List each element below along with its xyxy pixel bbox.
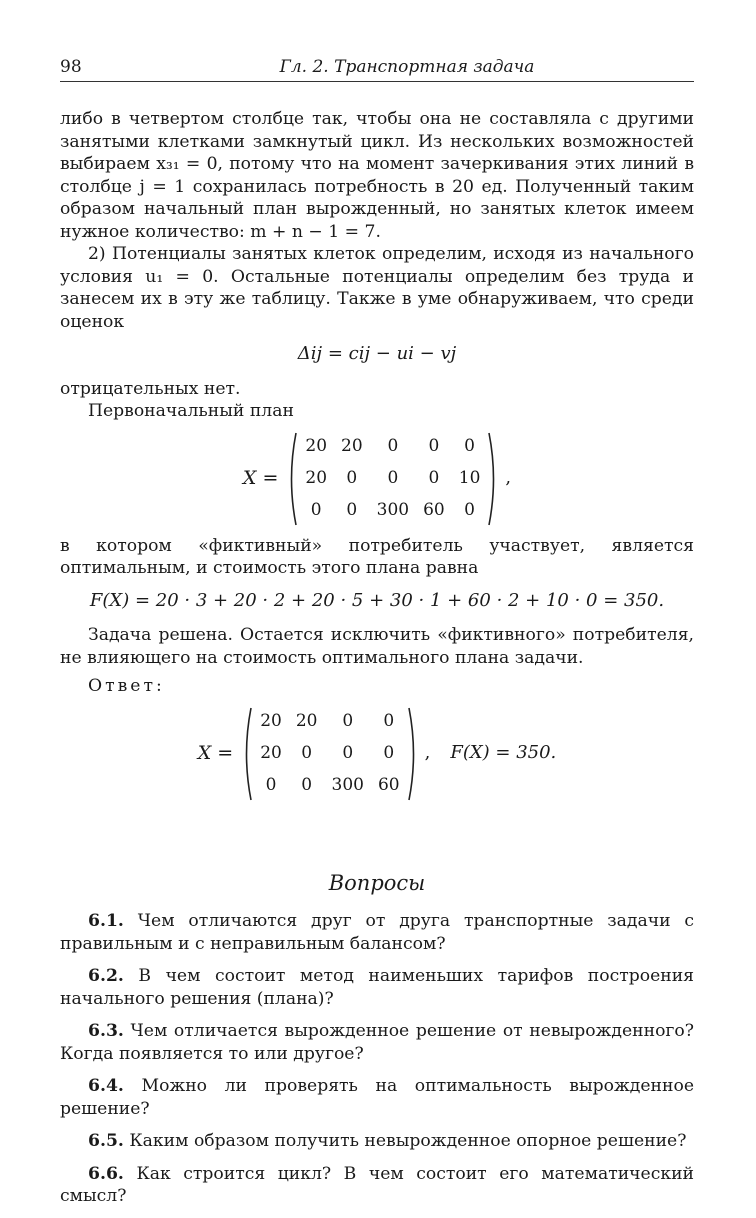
page bbox=[60, 55, 694, 1218]
running-title: Гл. 2. Транспортная задача bbox=[279, 57, 535, 77]
matrix-cell: 60 bbox=[377, 775, 400, 796]
page-header bbox=[60, 55, 694, 82]
matrix-1 bbox=[298, 431, 487, 527]
matrix-2-comma: , bbox=[424, 742, 431, 764]
matrix-cell: 0 bbox=[383, 743, 395, 764]
answer-cost: F(X) = 350. bbox=[450, 742, 557, 764]
matrix-row bbox=[298, 463, 487, 495]
matrix-cell: 20 bbox=[341, 436, 363, 457]
matrix-2 bbox=[253, 706, 406, 802]
question-item bbox=[60, 1020, 694, 1065]
matrix-row bbox=[298, 495, 487, 527]
matrix-cell: 300 bbox=[331, 775, 364, 796]
matrix-cell: 0 bbox=[342, 743, 354, 764]
paragraph-4: Первоначальный план bbox=[88, 401, 294, 421]
matrix-cell: 0 bbox=[346, 468, 358, 489]
matrix-cell: 20 bbox=[260, 711, 282, 732]
matrix-cell: 0 bbox=[428, 436, 440, 457]
formula-delta: Δij = cij − ui − vj bbox=[297, 343, 457, 364]
matrix-cell: 0 bbox=[387, 436, 399, 457]
question-number: 6.4. bbox=[88, 1076, 124, 1096]
matrix-1-comma: , bbox=[505, 467, 512, 489]
matrix-cell: 0 bbox=[464, 500, 475, 521]
matrix-cell: 20 bbox=[305, 436, 328, 457]
right-paren-icon bbox=[487, 431, 499, 527]
question-text: Каким образом получить невырожденное опорное решение? bbox=[129, 1131, 687, 1151]
left-paren-icon bbox=[286, 431, 298, 527]
question-text: Чем отличается вырожденное решение от невырожденного? Когда появляется то или другое? bbox=[60, 1021, 694, 1064]
paragraph-5: в котором «фиктивный» потребитель участвует, является оптимальным, и стоимость этого плана равна bbox=[60, 535, 694, 578]
matrix-cell: 300 bbox=[376, 500, 410, 521]
question-number: 6.5. bbox=[88, 1131, 124, 1151]
formula-cost: F(X) = 20 · 3 + 20 · 2 + 20 · 5 + 30 · 1 + 60 · 2 + 10 · 0 = 350. bbox=[89, 589, 665, 611]
question-item bbox=[60, 1130, 694, 1153]
matrix-cell: 20 bbox=[260, 743, 282, 764]
questions-title: Вопросы bbox=[328, 870, 426, 895]
question-number: 6.6. bbox=[88, 1163, 124, 1184]
paragraph-2: 2) Потенциалы занятых клеток определим, исходя из начального условия u₁ = 0. Остальные потенциалы определим без труда и занесем их в эту же таблицу. Также в уме обнаруживаем, что среди оценок bbox=[60, 244, 694, 332]
question-item bbox=[60, 910, 694, 955]
paragraph-3: отрицательных нет. bbox=[60, 378, 241, 399]
matrix-cell: 0 bbox=[310, 500, 322, 521]
question-text: Можно ли проверять на оптимальность вырожденное решение? bbox=[60, 1076, 694, 1119]
matrix-1-label: X = bbox=[242, 467, 279, 490]
question-text: В чем состоит метод наименьших тарифов построения начального решения (плана)? bbox=[60, 966, 695, 1009]
paragraph-1: либо в четвертом столбце так, чтобы она не составляла с другими занятыми клетками замкнутый цикл. Из нескольких возможностей выбираем x₃₁ = 0, потому что на момент зачеркивания этих линий в столбце j = 1 сохранилась потребность в 20 ед. Полученный таким образом начальный план вырожденный, но занятых клеток имеем нужное количество: m + n − 1 = 7. bbox=[60, 109, 694, 242]
matrix-cell: 20 bbox=[295, 711, 318, 732]
matrix-1-block bbox=[60, 431, 694, 527]
matrix-2-label: X = bbox=[197, 742, 234, 765]
answer-label: Ответ: bbox=[88, 676, 165, 696]
matrix-cell: 60 bbox=[423, 500, 445, 521]
matrix-cell: 10 bbox=[458, 468, 481, 489]
matrix-cell: 0 bbox=[387, 468, 399, 489]
matrix-row bbox=[253, 706, 406, 738]
question-item bbox=[60, 965, 694, 1010]
page-number: 98 bbox=[60, 57, 82, 77]
questions-list bbox=[60, 910, 694, 1208]
question-number: 6.2. bbox=[88, 966, 124, 986]
question-item bbox=[60, 1075, 694, 1120]
question-number: 6.1. bbox=[88, 911, 124, 931]
matrix-row bbox=[298, 431, 487, 463]
matrix-row bbox=[253, 770, 406, 802]
question-text: Как строится цикл? В чем состоит его математический смысл? bbox=[60, 1163, 694, 1206]
matrix-cell: 0 bbox=[342, 711, 354, 732]
matrix-cell: 0 bbox=[428, 468, 440, 489]
paragraph-6: Задача решена. Остается исключить «фиктивного» потребителя, не влияющего на стоимость оптимального плана задачи. bbox=[60, 625, 694, 668]
right-paren-icon bbox=[407, 706, 419, 802]
matrix-2-block bbox=[60, 706, 694, 802]
left-paren-icon bbox=[241, 706, 253, 802]
matrix-cell: 0 bbox=[464, 436, 475, 457]
question-item bbox=[60, 1163, 694, 1208]
page-body bbox=[60, 108, 694, 1208]
matrix-row bbox=[253, 738, 406, 770]
matrix-cell: 0 bbox=[265, 775, 277, 796]
matrix-cell: 0 bbox=[301, 775, 313, 796]
question-number: 6.3. bbox=[88, 1021, 124, 1041]
matrix-cell: 20 bbox=[305, 468, 328, 489]
matrix-cell: 0 bbox=[383, 711, 395, 732]
matrix-cell: 0 bbox=[301, 743, 313, 764]
matrix-cell: 0 bbox=[346, 500, 358, 521]
question-text: Чем отличаются друг от друга транспортные задачи с правильным и с неправильным балансом? bbox=[60, 911, 695, 954]
